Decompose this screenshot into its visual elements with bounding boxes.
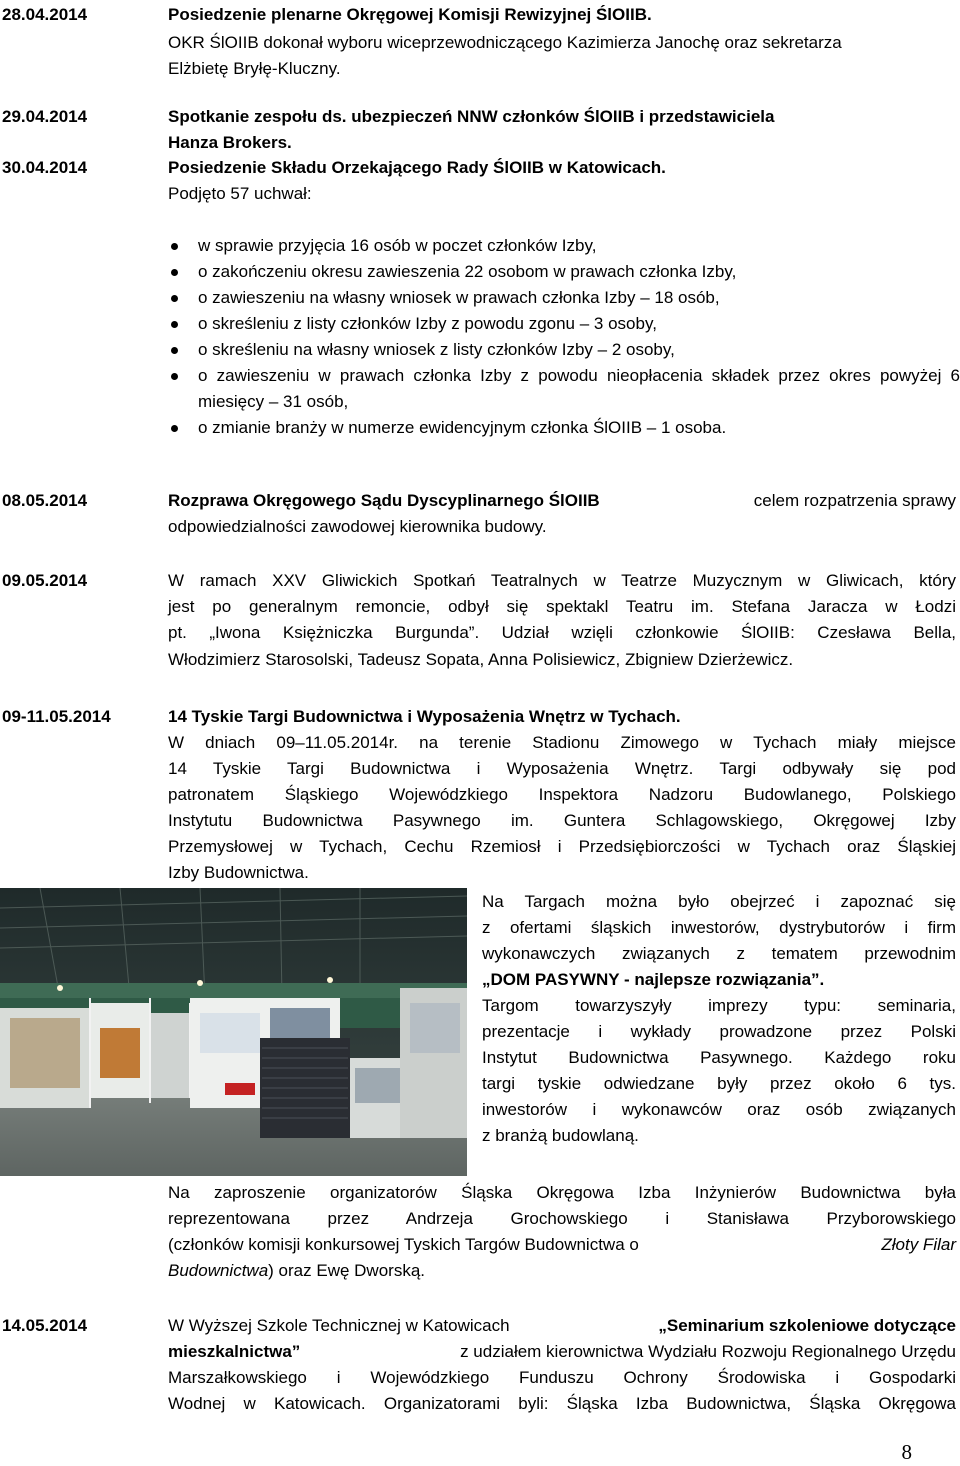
entry-text: patronatem Śląskiego Wojewódzkiego Inspektora Nadzoru Budowlanego, Polskiego bbox=[168, 785, 956, 804]
entry-line bbox=[168, 1232, 956, 1258]
resolutions-list bbox=[168, 233, 960, 441]
entry-title: Hanza Brokers. bbox=[168, 133, 292, 152]
entry-line bbox=[168, 488, 956, 514]
list-item: o zakończeniu okresu zawieszenia 22 osobom w prawach członka Izby, bbox=[168, 259, 960, 285]
entry-text: OKR ŚlOIIB dokonał wyboru wiceprzewodniczącego Kazimierza Janochę oraz sekretarza bbox=[168, 33, 842, 52]
entry-text: jest po generalnym remoncie, odbył się spektakl Teatru im. Stefana Jaracza w Łodzi bbox=[168, 597, 956, 616]
seminar-title: mieszkalnictwa” bbox=[168, 1342, 301, 1361]
side-text: z ofertami śląskich inwestorów, dystrybutorów i firm bbox=[482, 918, 956, 937]
entry-line bbox=[168, 1258, 425, 1284]
entry-date: 08.05.2014 bbox=[2, 491, 88, 510]
entry-line bbox=[168, 1339, 956, 1365]
entry-line bbox=[168, 1313, 956, 1339]
entry-date: 14.05.2014 bbox=[2, 1316, 88, 1335]
entry-text: Na zaproszenie organizatorów Śląska Okręgowa Izba Inżynierów Budownictwa była bbox=[168, 1183, 956, 1202]
entry-title: 14 Tyskie Targi Budownictwa i Wyposażenia Wnętrz w Tychach. bbox=[168, 707, 681, 726]
entry-date: 09-11.05.2014 bbox=[2, 707, 111, 726]
list-item: o skreśleniu na własny wniosek z listy członków Izby – 2 osoby, bbox=[168, 337, 960, 363]
entry-text: Izby Budownictwa. bbox=[168, 863, 309, 882]
entry-text: Włodzimierz Starosolski, Tadeusz Sopata, Anna Polisiewicz, Zbigniew Dzierżewicz. bbox=[168, 650, 794, 669]
entry-text: (członków komisji konkursowej Tyskich Targów Budownictwa o bbox=[168, 1235, 639, 1254]
entry-text: ) oraz Ewę Dworską. bbox=[268, 1261, 425, 1280]
entry-text: Przemysłowej w Tychach, Cechu Rzemiosł i Przedsiębiorczości w Tychach oraz Śląskiej bbox=[168, 837, 956, 856]
seminar-title: „Seminarium szkoleniowe dotyczące bbox=[658, 1316, 956, 1335]
list-item: w sprawie przyjęcia 16 osób w poczet członków Izby, bbox=[168, 233, 960, 259]
side-text: „DOM PASYWNY - najlepsze rozwiązania”. bbox=[482, 970, 825, 989]
entry-text: z udziałem kierownictwa Wydziału Rozwoju Regionalnego Urzędu bbox=[460, 1342, 956, 1361]
entry-text: pt. „Iwona Księżniczka Burgunda”. Udział wzięli członkowie ŚlOIIB: Czesława Bella, bbox=[168, 623, 956, 642]
list-item: o zmianie branży w numerze ewidencyjnym członka ŚlOIIB – 1 osoba. bbox=[168, 415, 960, 441]
entry-text: Elżbietę Bryłę-Kluczny. bbox=[168, 59, 341, 78]
entry-text: odpowiedzialności zawodowej kierownika budowy. bbox=[168, 517, 547, 536]
entry-text: Wodnej w Katowicach. Organizatorami byli: Śląska Izba Budownictwa, Śląska Okręgowa bbox=[168, 1394, 956, 1413]
list-item: o zawieszeniu w prawach członka Izby z powodu nieopłacenia składek przez okres powyżej 6 miesięcy – 31 osób, bbox=[168, 363, 960, 415]
entry-text: W dniach 09–11.05.2014r. na terenie Stadionu Zimowego w Tychach miały miejsce bbox=[168, 733, 956, 752]
side-text: Instytut Budownictwa Pasywnego. Każdego roku bbox=[482, 1048, 956, 1067]
entry-date: 29.04.2014 bbox=[2, 107, 88, 126]
entry-text: Marszałkowskiego i Wojewódzkiego Funduszu Ochrony Środowiska i Gospodarki bbox=[168, 1368, 956, 1387]
side-text: targi tyskie odwiedzane były przez około 6 tys. bbox=[482, 1074, 956, 1093]
side-text: z branżą budowlaną. bbox=[482, 1126, 639, 1145]
side-text: Targom towarzyszyły imprezy typu: seminaria, bbox=[482, 996, 956, 1015]
side-text: wykonawczych związanych z tematem przewodnim bbox=[482, 944, 956, 963]
page-number: 8 bbox=[901, 1440, 912, 1464]
entry-text: celem rozpatrzenia sprawy bbox=[753, 491, 956, 510]
list-item: o zawieszeniu na własny wniosek w prawach członka Izby – 18 osób, bbox=[168, 285, 960, 311]
entry-date: 28.04.2014 bbox=[2, 5, 88, 24]
entry-title: Posiedzenie plenarne Okręgowej Komisji Rewizyjnej ŚlOIIB. bbox=[168, 5, 652, 24]
side-text: inwestorów i wykonawców oraz osób związanych bbox=[482, 1100, 956, 1119]
entry-text: reprezentowana przez Andrzeja Grochowskiego i Stanisława Przyborowskiego bbox=[168, 1209, 956, 1228]
entry-title: Posiedzenie Składu Orzekającego Rady ŚlOIIB w Katowicach. bbox=[168, 158, 666, 177]
entry-text: Instytutu Budownictwa Pasywnego im. Guntera Schlagowskiego, Okręgowej Izby bbox=[168, 811, 956, 830]
entry-text: W ramach XXV Gliwickich Spotkań Teatralnych w Teatrze Muzycznym w Gliwicach, który bbox=[168, 571, 956, 590]
entry-title: Spotkanie zespołu ds. ubezpieczeń NNW członków ŚlOIIB i przedstawiciela bbox=[168, 107, 775, 126]
side-text: prezentacje i wykłady prowadzone przez Polski bbox=[482, 1022, 956, 1041]
entry-text: 14 Tyskie Targi Budownictwa i Wyposażenia Wnętrz. Targi odbywały się pod bbox=[168, 759, 956, 778]
entry-text: W Wyższej Szkole Technicznej w Katowicach bbox=[168, 1316, 510, 1335]
entry-intro: Podjęto 57 uchwał: bbox=[168, 184, 312, 203]
fair-exhibition-photo bbox=[0, 888, 467, 1176]
entry-date: 30.04.2014 bbox=[2, 158, 88, 177]
list-item: o skreśleniu z listy członków Izby z powodu zgonu – 3 osoby, bbox=[168, 311, 960, 337]
award-name: Budownictwa bbox=[168, 1261, 269, 1280]
award-name: Złoty Filar bbox=[881, 1235, 956, 1254]
entry-date: 09.05.2014 bbox=[2, 571, 88, 590]
side-text: Na Targach można było obejrzeć i zapoznać się bbox=[482, 892, 956, 911]
entry-title: Rozprawa Okręgowego Sądu Dyscyplinarnego ŚlOIIB bbox=[168, 491, 600, 510]
